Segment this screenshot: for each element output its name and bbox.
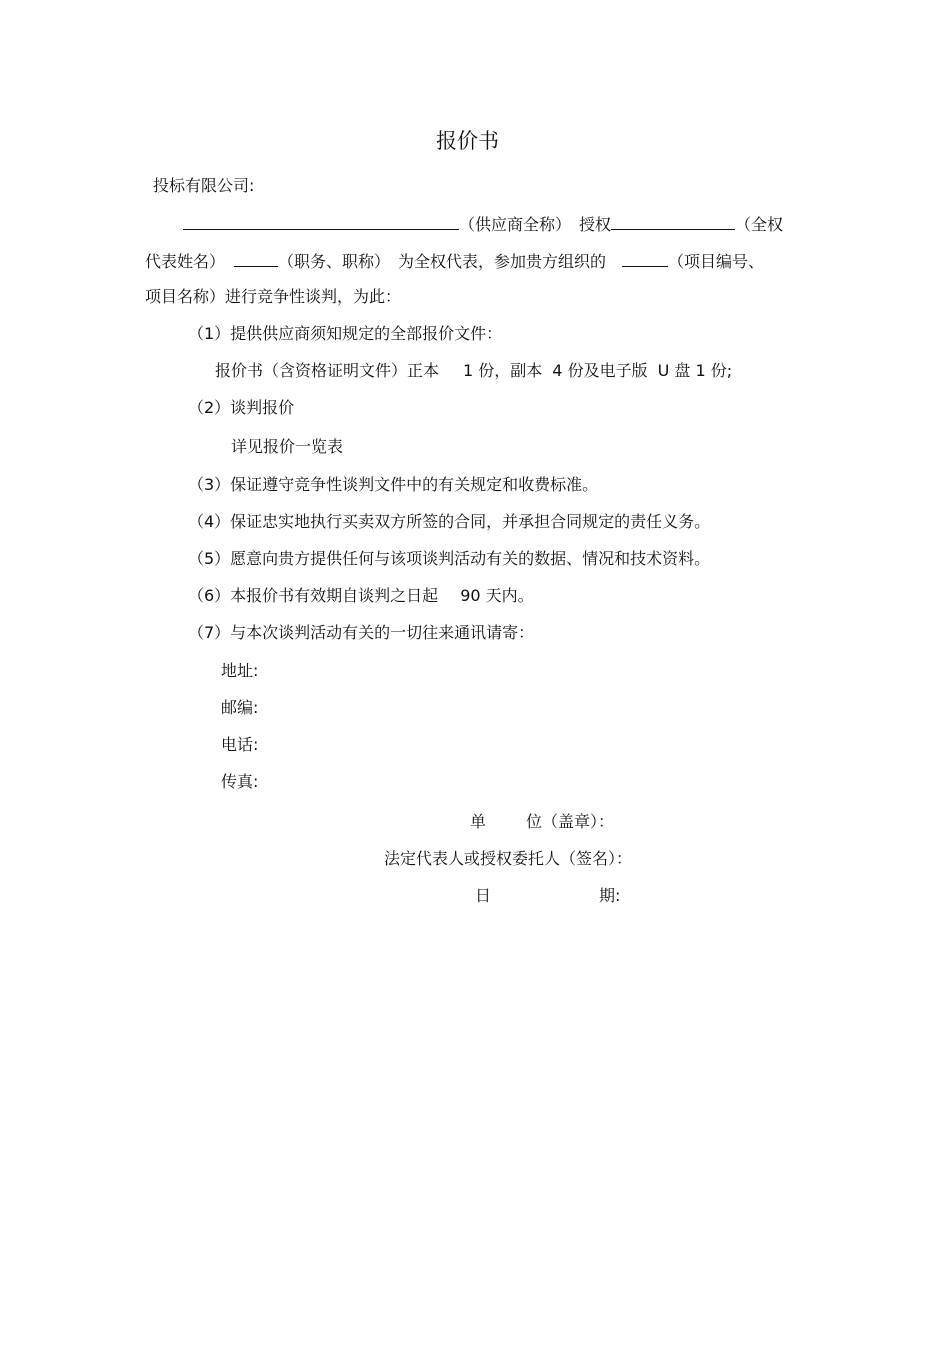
signature-unit <box>470 812 614 832</box>
item-1: （1）提供供应商须知规定的全部报价文件： <box>188 324 503 343</box>
representative-name-label: 代表姓名） <box>145 252 226 271</box>
signature-date <box>475 886 620 906</box>
item-1-original-copy: 报价书（含资格证明文件）正本 <box>215 361 440 380</box>
item-6-validity: （6）本报价书有效期自谈判之日起 <box>188 586 439 605</box>
contact-phone: 电话: <box>221 735 259 754</box>
contact-fax: 传真: <box>221 772 259 791</box>
item-7: （7）与本次谈判活动有关的一切往来通讯请寄： <box>188 623 535 642</box>
item-6-days: 90 天内。 <box>460 586 534 605</box>
contact-address: 地址: <box>221 661 259 680</box>
supplier-name-blank <box>183 213 459 230</box>
representative-name-blank <box>611 213 735 230</box>
project-number-blank <box>622 250 668 267</box>
position-title-label: （职务、职称） <box>278 252 391 271</box>
authorize-label: 授权 <box>579 215 612 234</box>
item-4: （4）保证忠实地执行买卖双方所签的合同，并承担合同规定的责任义务。 <box>188 512 711 531</box>
document-title: 报价书 <box>436 129 499 153</box>
authorization-line-3: 项目名称）进行竞争性谈判，为此： <box>145 287 402 306</box>
item-1-electronic: 4 份及电子版 <box>552 361 648 380</box>
supplier-full-name-label: （供应商全称） <box>459 215 572 234</box>
item-2-detail: 详见报价一览表 <box>231 437 344 456</box>
position-blank <box>234 250 278 267</box>
item-1-detail <box>215 361 732 381</box>
authorization-line-2 <box>145 250 764 272</box>
item-6 <box>188 586 534 606</box>
representative-statement: 为全权代表，参加贵方组织的 <box>398 252 607 271</box>
signature-unit-a: 单 <box>470 812 487 831</box>
signature-unit-b: 位（盖章）： <box>526 812 615 831</box>
item-5: （5）愿意向贵方提供任何与该项谈判活动有关的数据、情况和技术资料。 <box>188 549 711 568</box>
item-3: （3）保证遵守竞争性谈判文件中的有关规定和收费标准。 <box>188 475 599 494</box>
authorization-line-1 <box>183 213 783 235</box>
addressee: 投标有限公司: <box>153 176 255 195</box>
signature-date-b: 期: <box>599 886 621 905</box>
project-number-label: （项目编号、 <box>668 252 765 271</box>
full-representative-label: （全权 <box>735 215 784 234</box>
item-2: （2）谈判报价 <box>188 398 295 417</box>
item-1-usb: U 盘 1 份; <box>657 361 733 380</box>
contact-postcode: 邮编: <box>221 698 259 717</box>
signature-date-a: 日 <box>475 886 492 905</box>
item-1-copies: 1 份，副本 <box>463 361 543 380</box>
signature-representative: 法定代表人或授权委托人（签名）： <box>384 849 633 868</box>
